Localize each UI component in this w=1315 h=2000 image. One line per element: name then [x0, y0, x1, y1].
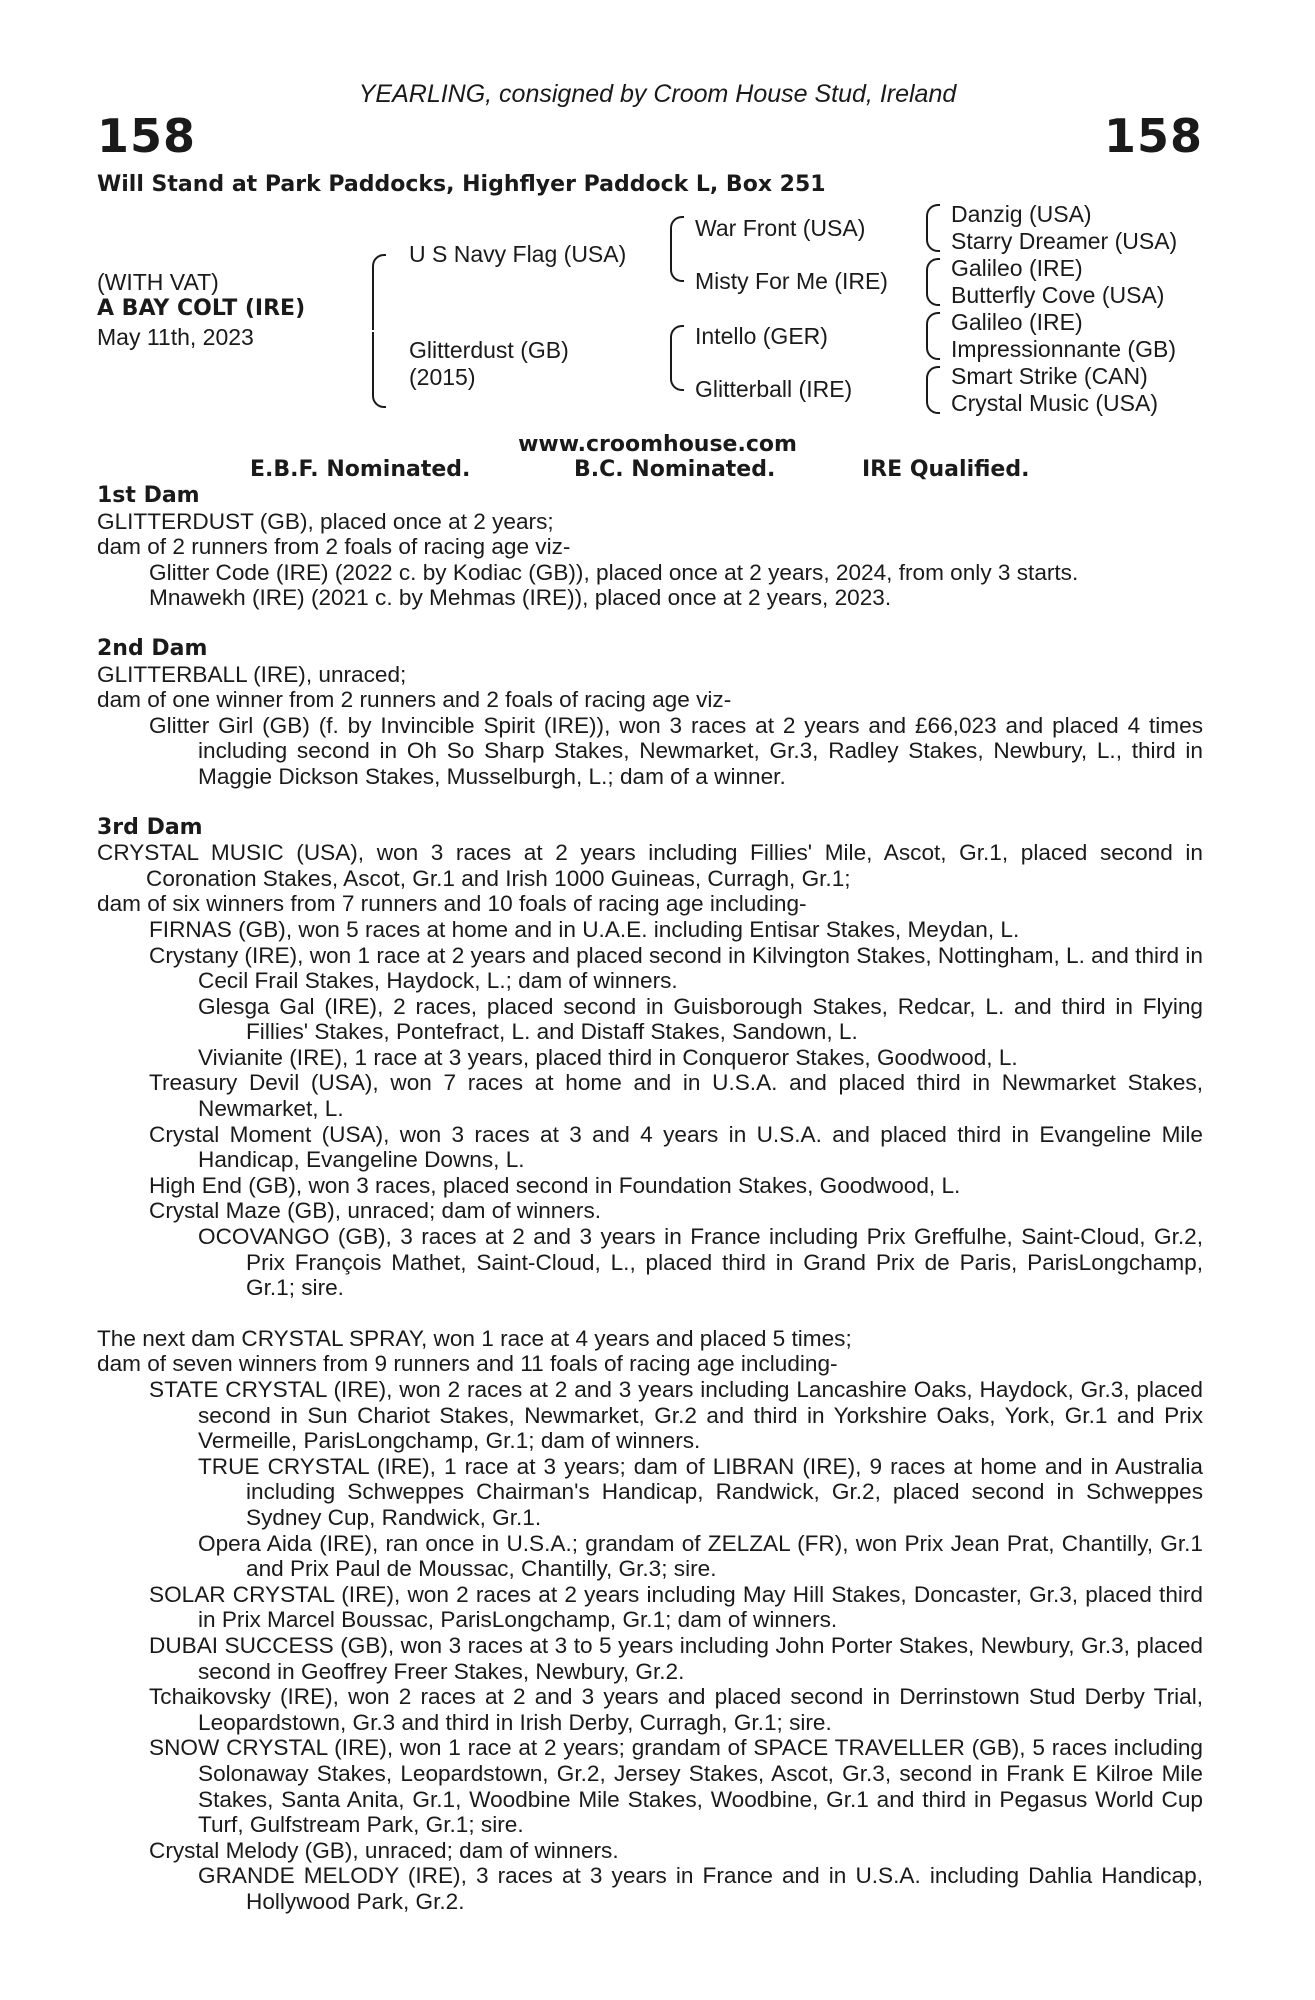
dam3-produce: Crystany (IRE), won 1 race at 2 years and placed second in Kilvington Stakes, Nottingham, L. and third in Cecil Frail Stakes, Haydock, L.; dam of winners.	[149, 942, 1203, 994]
lot-number-left: 158	[97, 109, 197, 163]
dam3-produce: High End (GB), won 3 races, placed second in Foundation Stakes, Goodwood, L.	[149, 1172, 961, 1198]
sire-sire: War Front (USA)	[695, 215, 866, 241]
consignor-line: YEARLING, consigned by Croom House Stud, Ireland	[358, 80, 957, 108]
dam-sire-sire: Galileo (IRE)	[951, 309, 1083, 335]
dam2-heading: 2nd Dam	[97, 635, 208, 661]
dam3-produce: Crystal Maze (GB), unraced; dam of winners.	[149, 1198, 602, 1224]
pedigree-brace	[926, 258, 940, 282]
nextdam-produce: Tchaikovsky (IRE), won 2 races at 2 and 3 years and placed second in Derrinstown Stud Derby Trial, Leopardstown, Gr.3 and third in Irish Derby, Curragh, Gr.1; sire.	[149, 1684, 1203, 1735]
website: www.croomhouse.com	[518, 432, 797, 457]
stand-location: Will Stand at Park Paddocks, Highflyer Paddock L, Box 251	[97, 172, 826, 197]
pedigree-brace	[926, 204, 940, 228]
sire-sire-dam: Starry Dreamer (USA)	[951, 228, 1178, 254]
dam-sire-dam: Impressionnante (GB)	[951, 336, 1176, 362]
dam3-produce: Treasury Devil (USA), won 7 races at home and in U.S.A. and placed third in Newmarket Stakes, Newmarket, L.	[149, 1070, 1203, 1122]
dam3-produce: Crystal Moment (USA), won 3 races at 3 and 4 years in U.S.A. and placed third in Evangeline Mile Handicap, Evangeline Downs, L.	[149, 1121, 1203, 1173]
nextdam-produce: Crystal Melody (GB), unraced; dam of winners.	[149, 1837, 619, 1863]
pedigree-brace	[926, 282, 940, 306]
horse-name: A BAY COLT (IRE)	[97, 296, 306, 321]
dam2-line: GLITTERBALL (IRE), unraced;	[97, 661, 407, 687]
vat-note: (WITH VAT)	[97, 269, 219, 295]
horse-dob: May 11th, 2023	[97, 324, 254, 350]
dam3-line: CRYSTAL MUSIC (USA), won 3 races at 2 years including Fillies' Mile, Ascot, Gr.1, placed second in Coronation Stakes, Ascot, Gr.1 and Irish 1000 Guineas, Curragh, Gr.1;	[97, 840, 1203, 891]
dam1-produce: Glitter Code (IRE) (2022 c. by Kodiac (GB)), placed once at 2 years, 2024, from only 3 starts.	[149, 559, 1079, 585]
pedigree-brace	[670, 357, 684, 391]
dam3-heading: 3rd Dam	[97, 814, 203, 840]
nextdam-produce: DUBAI SUCCESS (GB), won 3 races at 3 to 5 years including John Porter Stakes, Newbury, Gr.3, placed second in Geoffrey Freer Stakes, Newbury, Gr.2.	[149, 1632, 1203, 1684]
dam-dam: Glitterball (IRE)	[695, 376, 853, 402]
pedigree-brace	[926, 312, 940, 336]
dam-sire: Intello (GER)	[695, 323, 828, 349]
nomination-bc: B.C. Nominated.	[574, 457, 776, 482]
nextdam-line: The next dam CRYSTAL SPRAY, won 1 race at 4 years and placed 5 times;	[97, 1325, 852, 1351]
pedigree-brace	[372, 332, 386, 408]
nextdam-grandproduce: TRUE CRYSTAL (IRE), 1 race at 3 years; dam of LIBRAN (IRE), 9 races at home and in Australia including Schweppes Chairman's Handicap, Randwick, Gr.2, placed second in Schweppes Sydney Cup, Randwick, Gr.1.	[198, 1453, 1203, 1530]
pedigree-brace	[926, 228, 940, 252]
dam-dam-sire: Smart Strike (CAN)	[951, 363, 1148, 389]
pedigree-brace	[670, 325, 684, 357]
sire-dam-sire: Galileo (IRE)	[951, 255, 1083, 281]
sire-dam-dam: Butterfly Cove (USA)	[951, 282, 1165, 308]
dam3-grandproduce: OCOVANGO (GB), 3 races at 2 and 3 years in France including Prix Greffulhe, Saint-Cloud, Gr.2, Prix François Mathet, Saint-Cloud, L., placed third in Grand Prix de Paris, ParisLongchamp, Gr.1; sire.	[198, 1224, 1203, 1301]
pedigree-brace	[670, 216, 684, 248]
pedigree-brace	[670, 248, 684, 282]
nomination-ire: IRE Qualified.	[862, 457, 1030, 482]
pedigree-brace	[926, 390, 940, 414]
dam1-heading: 1st Dam	[97, 483, 200, 508]
dam3-grandproduce: Glesga Gal (IRE), 2 races, placed second in Guisborough Stakes, Redcar, L. and third in Flying Fillies' Stakes, Pontefract, L. and Distaff Stakes, Sandown, L.	[198, 993, 1203, 1045]
dam-year: (2015)	[409, 364, 476, 390]
nextdam-grandproduce: Opera Aida (IRE), ran once in U.S.A.; grandam of ZELZAL (FR), won Prix Jean Prat, Chantilly, Gr.1 and Prix Paul de Moussac, Chantilly, Gr.3; sire.	[198, 1530, 1203, 1582]
nextdam-grandproduce: GRANDE MELODY (IRE), 3 races at 3 years in France and in U.S.A. including Dahlia Handicap, Hollywood Park, Gr.2.	[198, 1863, 1203, 1914]
nextdam-line: dam of seven winners from 9 runners and 11 foals of racing age including-	[97, 1351, 838, 1377]
dam3-produce: FIRNAS (GB), won 5 races at home and in U.A.E. including Entisar Stakes, Meydan, L.	[149, 916, 1020, 942]
dam3-line: dam of six winners from 7 runners and 10 foals of racing age including-	[97, 891, 807, 917]
sire-sire-sire: Danzig (USA)	[951, 201, 1092, 227]
lot-number-right: 158	[1103, 109, 1203, 163]
pedigree-brace	[372, 254, 386, 330]
nomination-ebf: E.B.F. Nominated.	[250, 457, 471, 482]
dam1-produce: Mnawekh (IRE) (2021 c. by Mehmas (IRE)), placed once at 2 years, 2023.	[149, 585, 892, 611]
dam3-grandproduce: Vivianite (IRE), 1 race at 3 years, placed third in Conqueror Stakes, Goodwood, L.	[198, 1044, 1018, 1070]
dam2-line: dam of one winner from 2 runners and 2 foals of racing age viz-	[97, 687, 732, 713]
pedigree-brace	[926, 366, 940, 390]
nextdam-produce: SOLAR CRYSTAL (IRE), won 2 races at 2 years including May Hill Stakes, Doncaster, Gr.3, placed third in Prix Marcel Boussac, ParisLongchamp, Gr.1; dam of winners.	[149, 1581, 1203, 1633]
dam-dam-dam: Crystal Music (USA)	[951, 390, 1159, 416]
dam-name: Glitterdust (GB)	[409, 337, 569, 363]
catalogue-body	[97, 483, 1203, 1914]
dam1-line: GLITTERDUST (GB), placed once at 2 years;	[97, 508, 554, 534]
pedigree-brace	[926, 336, 940, 360]
dam2-produce: Glitter Girl (GB) (f. by Invincible Spirit (IRE)), won 3 races at 2 years and £66,023 and placed 4 times including second in Oh So Sharp Stakes, Newmarket, Gr.3, Radley Stakes, Newbury, L., third in Maggie Dickson Stakes, Musselburgh, L.; dam of a winner.	[149, 712, 1203, 789]
sire-dam: Misty For Me (IRE)	[695, 268, 888, 294]
dam1-line: dam of 2 runners from 2 foals of racing age viz-	[97, 534, 571, 560]
sire-name: U S Navy Flag (USA)	[409, 241, 627, 267]
nextdam-produce: STATE CRYSTAL (IRE), won 2 races at 2 and 3 years including Lancashire Oaks, Haydock, Gr.3, placed second in Sun Chariot Stakes, Newmarket, Gr.2 and third in Yorkshire Oaks, York, Gr.1 and Prix Vermeille, ParisLongchamp, Gr.1; dam of winners.	[149, 1377, 1203, 1454]
nextdam-produce: SNOW CRYSTAL (IRE), won 1 race at 2 years; grandam of SPACE TRAVELLER (GB), 5 races including Solonaway Stakes, Leopardstown, Gr.2, Jersey Stakes, Ascot, Gr.3, second in Frank E Kilroe Mile Stakes, Santa Anita, Gr.1, Woodbine Mile Stakes, Woodbine, Gr.1 and third in Pegasus World Cup Turf, Gulfstream Park, Gr.1; sire.	[149, 1735, 1203, 1838]
